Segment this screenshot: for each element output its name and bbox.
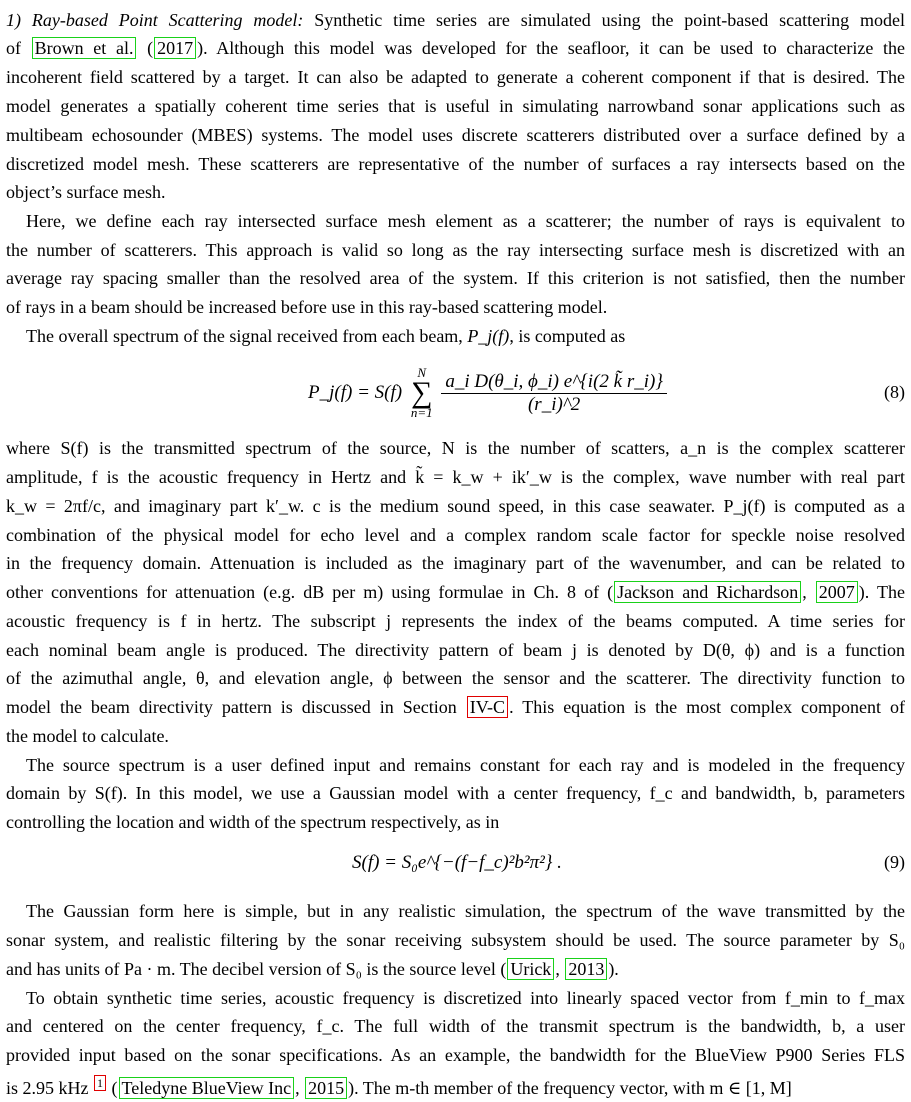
equation-number: (9) xyxy=(884,852,905,872)
p4-line-11: the model to calculate. xyxy=(6,726,169,746)
p1-line-6: discretized model mesh. These scatterers are representative of the number of surfaces a ray intersects based on the xyxy=(6,154,905,174)
p1-line-4: model generates a spatially coherent time series that is useful in simulating narrowband sonar applications such as xyxy=(6,96,905,116)
inline-math: P_j(f) xyxy=(467,326,510,346)
p3-line-1: The overall spectrum of the signal received from each beam, P_j(f), is computed as xyxy=(26,326,626,346)
equation-number: (8) xyxy=(884,382,905,402)
p5-line-2: domain by S(f). In this model, we use a Gaussian model with a center frequency, f_c and bandwidth, b, parameters xyxy=(6,783,905,803)
eq9-expression: S(f) = S₀e^{−(f−f_c)²b²π²} . xyxy=(352,852,562,873)
p7-line-3: provided input based on the sonar specifications. As an example, the bandwidth for the BlueView P900 Series FLS xyxy=(6,1045,905,1065)
p1-line-7: object’s surface mesh. xyxy=(6,182,166,202)
p5-line-1: The source spectrum is a user defined input and remains constant for each ray and is modeled in the frequency xyxy=(26,755,905,775)
summation-sign: N ∑ n=1 xyxy=(410,365,433,420)
p1-line-2: of Brown et al. ( 2017 ). Although this model was developed for the seafloor, it can be used to characterize the xyxy=(6,38,905,58)
eq8-fraction: $\frac{\text{a\_i D(θ\_i, ϕ\_i) e\textasciicircum{}\{i(2 k̃ r\_i)\}}}{(r\_i)\^{}2}$ xyxy=(441,371,667,416)
section-heading: 1) Ray-based Point Scattering model: xyxy=(6,10,304,30)
p7-line-4: is 2.95 kHz $^1$ ( Teledyne BlueView Inc , 2015 ). The m-th member of the frequency vector, with m ∈ [1, M] xyxy=(6,1076,792,1098)
p4-line-3: k_w = 2πf/c, and imaginary part k′_w. c is the medium sound speed, in this case seawater. P_j(f) is computed as a xyxy=(6,496,905,516)
p7-line-2: and centered on the center frequency, f_c. The full width of the transmit spectrum is the bandwidth, b, a user xyxy=(6,1016,905,1036)
p4-line-6: other conventions for attenuation (e.g. dB per m) using formulae in Ch. 8 of ( Jackson and Richardson , 2007 ). The xyxy=(6,582,906,602)
p1-line-3: incoherent field scattered by a target. It can also be adapted to generate a coherent component if that is desired. The xyxy=(6,67,905,87)
p4-line-10: model the beam directivity pattern is discussed in Section IV-C . This equation is the most complex component of xyxy=(6,697,906,717)
p4-line-9: of the azimuthal angle, θ, and elevation angle, ϕ between the sensor and the scatterer. The directivity function to xyxy=(6,668,905,688)
p6-line-2: sonar system, and realistic filtering by the sonar receiving subsystem should be used. The source parameter by S₀ xyxy=(6,930,905,950)
p4-line-7: acoustic frequency is f in hertz. The subscript j represents the index of the beams computed. A time series for xyxy=(6,611,905,631)
p2-line-4: of rays in a beam should be increased before use in this ray-based scattering model. xyxy=(6,297,608,317)
p4-line-5: in the frequency domain. Attenuation is included as the imaginary part of the wavenumber, and can be related to xyxy=(6,553,905,573)
citation-link[interactable]: Brown et al. xyxy=(32,37,137,59)
p4-line-1: where S(f) is the transmitted spectrum of the source, N is the number of scatters, a_n is the complex scatterer xyxy=(6,438,905,458)
p2-line-2: the number of scatterers. This approach is valid so long as the ray intersecting surface mesh is discretized with an xyxy=(6,240,905,260)
citation-year-link[interactable]: 2015 xyxy=(305,1077,347,1099)
citation-year-link[interactable]: 2013 xyxy=(565,958,607,980)
p2-line-1: Here, we define each ray intersected surface mesh element as a scatterer; the number of rays is equivalent to xyxy=(26,211,905,231)
equation-8 xyxy=(0,360,911,420)
p6-line-3: and has units of Pa · m. The decibel version of S₀ is the source level ( Urick , 2013 ). xyxy=(6,959,619,979)
footnote-link[interactable]: 1 xyxy=(94,1075,106,1091)
p4-line-2: amplitude, f is the acoustic frequency in Hertz and k̃ = k_w + ik′_w is the complex, wave number with real part xyxy=(6,467,905,487)
equation-9 xyxy=(0,850,911,880)
citation-year-link[interactable]: 2017 xyxy=(154,37,196,59)
p7-line-1: To obtain synthetic time series, acoustic frequency is discretized into linearly spaced vector from f_min to f_max xyxy=(26,988,905,1008)
citation-link[interactable]: Urick xyxy=(507,958,554,980)
citation-link[interactable]: Teledyne BlueView Inc xyxy=(119,1077,295,1099)
eq8-lhs: P_j(f) = S(f) xyxy=(308,382,403,403)
p4-line-4: combination of the physical model for echo level and a complex random scale factor for speckle noise resolved xyxy=(6,525,905,545)
p6-line-1: The Gaussian form here is simple, but in any realistic simulation, the spectrum of the wave transmitted by the xyxy=(26,901,905,921)
p4-line-8: each nominal beam angle is produced. The directivity pattern of beam j is denoted by D(θ, ϕ) and is a function xyxy=(6,640,905,660)
p5-line-3: controlling the location and width of the spectrum respectively, as in xyxy=(6,812,500,832)
citation-year-link[interactable]: 2007 xyxy=(816,581,858,603)
section-ref-link[interactable]: IV-C xyxy=(467,696,508,718)
p2-line-3: average ray spacing smaller than the resolved area of the system. If this criterion is not satisfied, then the number xyxy=(6,268,905,288)
citation-link[interactable]: Jackson and Richardson xyxy=(614,581,801,603)
p1-line-5: multibeam echosounder (MBES) systems. The model uses discrete scatterers distributed over a surface defined by a xyxy=(6,125,905,145)
p1-line-1: 1) Ray-based Point Scattering model: Synthetic time series are simulated using the point-based scattering model xyxy=(6,10,905,30)
